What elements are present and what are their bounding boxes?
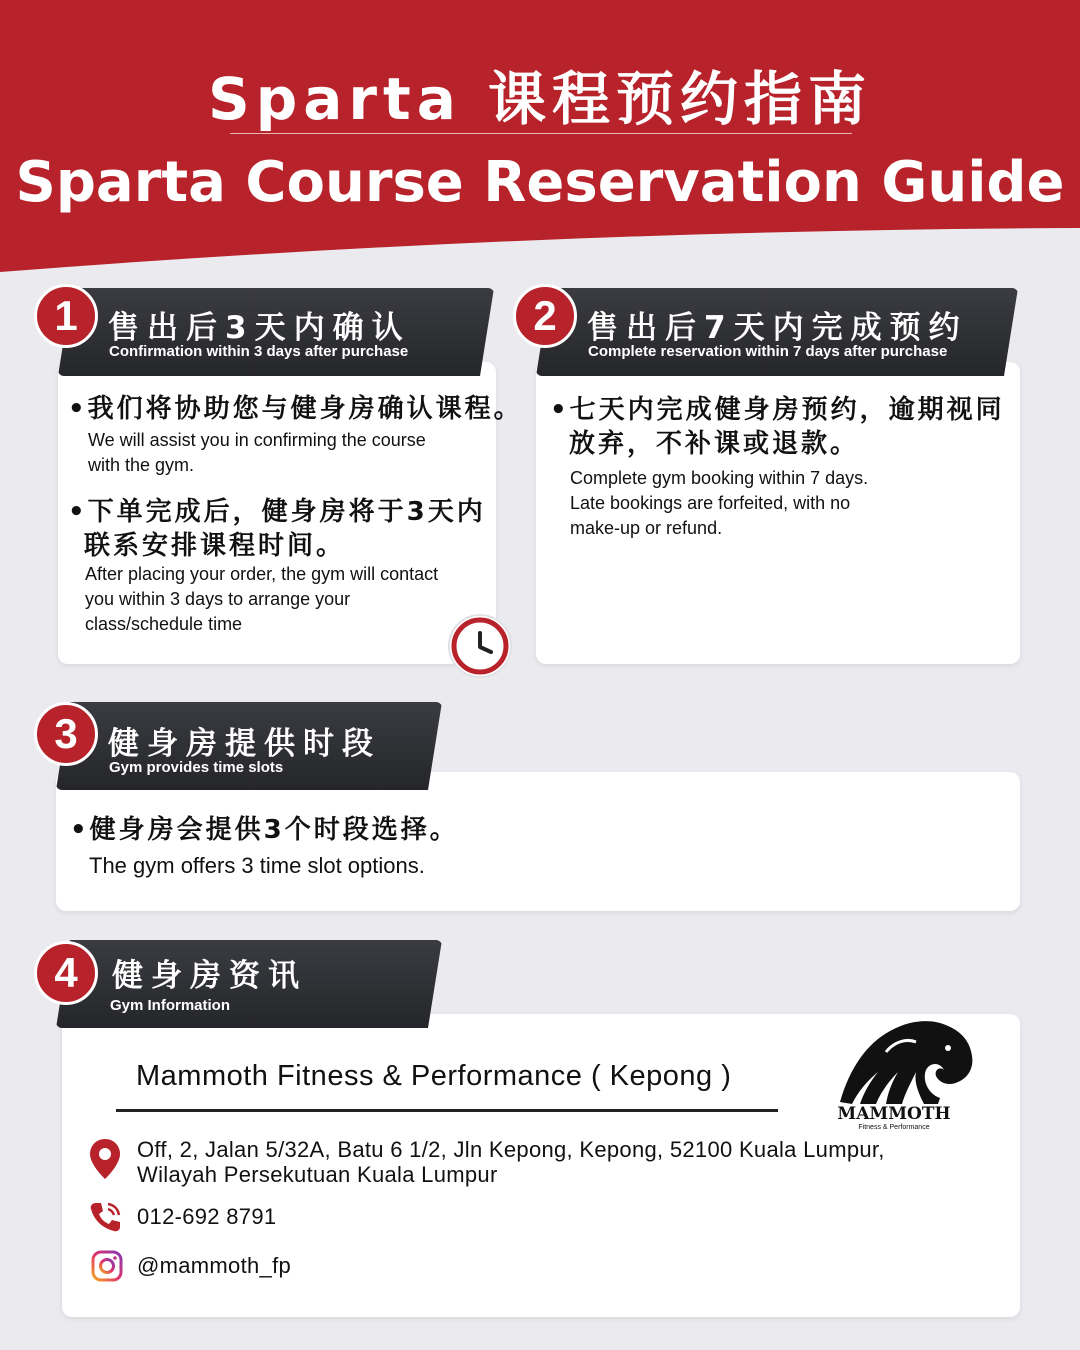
gym-address-line1: Off, 2, Jalan 5/32A, Batu 6 1/2, Jln Kepong, Kepong, 52100 Kuala Lumpur, (137, 1137, 885, 1162)
step-1-number-badge: 1 (34, 284, 98, 348)
instagram-icon (91, 1250, 123, 1282)
step-2-bullet-1-en-line3: make-up or refund. (570, 518, 723, 538)
step-2-bullet-1-en-line2: Late bookings are forfeited, with no (570, 493, 851, 513)
gym-name: Mammoth Fitness & Performance ( Kepong ) (136, 1060, 732, 1092)
logo-text: MAMMOTH (837, 1104, 951, 1124)
header-background (0, 0, 1080, 290)
step-1-bullet-1-cn: •我们将协助您与健身房确认课程。 (68, 394, 523, 424)
step-2-bullet-1-cn-line1: •七天内完成健身房预约，逾期视同 (550, 395, 1005, 425)
step-4-title-cn: 健身房资讯 (112, 958, 307, 994)
step-3-title-cn: 健身房提供时段 (108, 726, 381, 762)
step-2-title-cn: 售出后7天内完成预约 (587, 310, 968, 346)
step-2-number-badge: 2 (513, 284, 577, 348)
step-1-title-cn: 售出后3天内确认 (108, 310, 411, 346)
step-1-bullet-1-en-line2: with the gym. (88, 455, 195, 475)
step-2-bullet-1-cn-line2: 放弃，不补课或退款。 (569, 429, 860, 459)
step-1-bullet-2-cn-line2: 联系安排课程时间。 (84, 531, 346, 561)
title-divider (230, 133, 852, 134)
gym-name-underline (116, 1109, 778, 1112)
phone-icon (88, 1200, 122, 1234)
gym-instagram[interactable]: @mammoth_fp (137, 1253, 292, 1278)
step-4-number-badge: 4 (34, 941, 98, 1005)
clock-icon (447, 613, 513, 679)
step-1-bullet-2-en-line3: class/schedule time (85, 614, 243, 634)
step-3-number-badge: 3 (34, 702, 98, 766)
location-pin-icon (88, 1138, 122, 1180)
step-2-bullet-1-en-line1: Complete gym booking within 7 days. (570, 468, 869, 488)
page-title-chinese: Sparta 课程预约指南 (207, 65, 873, 133)
step-1-bullet-2-en-line1: After placing your order, the gym will contact (85, 564, 439, 584)
page-title-english: Sparta Course Reservation Guide (15, 150, 1065, 215)
gym-address-line2: Wilayah Persekutuan Kuala Lumpur (137, 1162, 498, 1187)
step-1-title-en: Confirmation within 3 days after purchase (109, 343, 409, 360)
step-3-bullet-1-en: The gym offers 3 time slot options. (89, 853, 425, 878)
gym-phone[interactable]: 012-692 8791 (137, 1204, 277, 1229)
step-3-title-en: Gym provides time slots (109, 759, 284, 776)
step-4-title-en: Gym Information (110, 997, 231, 1014)
step-2-title-en: Complete reservation within 7 days after purchase (588, 343, 948, 360)
step-1-bullet-2-en-line2: you within 3 days to arrange your (85, 589, 351, 609)
step-1-bullet-1-en-line1: We will assist you in confirming the course (88, 430, 426, 450)
step-1-bullet-2-cn-line1: •下单完成后，健身房将于3天内 (68, 497, 486, 527)
logo-subtext: Fitness & Performance (858, 1124, 930, 1131)
step-3-bullet-1-cn: •健身房会提供3个时段选择。 (70, 815, 459, 845)
